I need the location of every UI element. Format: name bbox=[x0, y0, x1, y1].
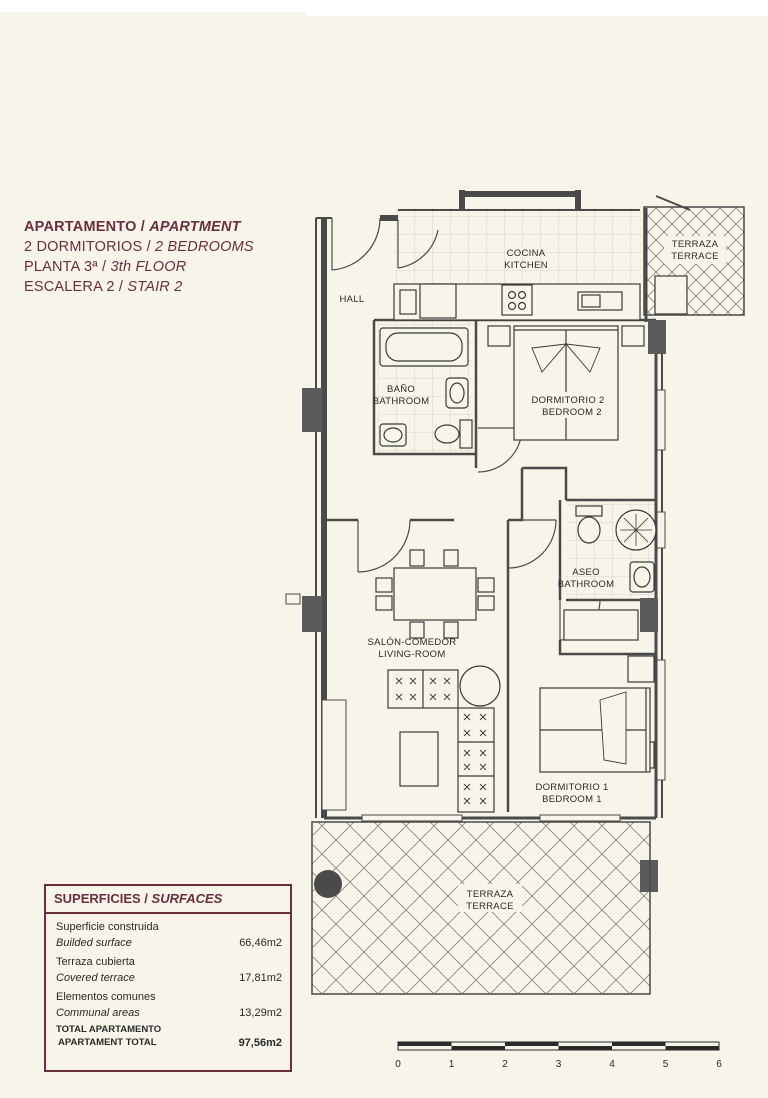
stair-number-en: STAIR 2 bbox=[127, 279, 183, 295]
surfaces-title bbox=[46, 886, 290, 914]
bedroom-1-label-es: DORMITORIO 1 bbox=[535, 782, 609, 793]
bedroom-count-es: 2 DORMITORIOS / bbox=[24, 239, 151, 255]
apartment-type-en: APARTMENT bbox=[149, 219, 241, 235]
surface-row-built bbox=[56, 920, 282, 955]
surface-label-es: Terraza cubierta bbox=[56, 956, 135, 968]
surfaces-title-en: SURFACES bbox=[151, 891, 223, 906]
hall-label: HALL bbox=[339, 294, 365, 305]
bottom-terrace-label-en: TERRACE bbox=[466, 901, 514, 912]
stair-number-es: ESCALERA 2 / bbox=[24, 279, 124, 295]
scale-bar-segment bbox=[452, 1046, 506, 1050]
surface-row-terrace bbox=[56, 955, 282, 990]
bathroom-label-en: BATHROOM bbox=[372, 396, 430, 407]
surface-row-communal bbox=[56, 990, 282, 1025]
bedroom-count-en: 2 BEDROOMS bbox=[155, 239, 254, 255]
kitchen-label-en: KITCHEN bbox=[504, 260, 548, 271]
scale-bar-segment bbox=[398, 1042, 452, 1046]
scale-bar-segment bbox=[505, 1042, 559, 1046]
scale-bar-segment bbox=[559, 1046, 613, 1050]
aseo-label-es: ASEO bbox=[572, 567, 600, 578]
living-room-label-en: LIVING-ROOM bbox=[378, 649, 446, 660]
surface-label-en: Communal areas bbox=[56, 1007, 140, 1019]
downpipe-column bbox=[314, 870, 342, 898]
scale-tick-label: 6 bbox=[716, 1059, 722, 1070]
bedroom-1-furniture bbox=[540, 610, 654, 772]
scale-tick-label: 5 bbox=[662, 1059, 669, 1070]
scale-bar-segment bbox=[612, 1042, 666, 1046]
surfaces-table bbox=[44, 884, 292, 1072]
floor-number-en: 3th FLOOR bbox=[110, 259, 187, 275]
top-terrace-label-es: TERRAZA bbox=[671, 239, 719, 250]
kitchen-label-es: COCINA bbox=[506, 248, 546, 259]
surface-total-value: 97,56m2 bbox=[238, 1037, 282, 1049]
surfaces-title-es: SUPERFICIES / bbox=[54, 891, 148, 906]
scale-bar bbox=[396, 1040, 728, 1076]
surface-value: 66,46m2 bbox=[239, 937, 282, 949]
bottom-terrace-label-es: TERRAZA bbox=[466, 889, 514, 900]
surface-total-label-en: APARTAMENT TOTAL bbox=[58, 1037, 157, 1048]
surface-label-en: Builded surface bbox=[56, 937, 132, 949]
top-terrace-label-en: TERRACE bbox=[671, 251, 719, 262]
surface-label-es: Superficie construida bbox=[56, 921, 159, 933]
surface-total-label-es: TOTAL APARTAMENTO bbox=[56, 1024, 162, 1035]
living-room-furniture bbox=[376, 550, 500, 812]
scale-tick-label: 2 bbox=[502, 1059, 508, 1070]
scale-bar-ticks bbox=[395, 1059, 722, 1070]
surface-label-en: Covered terrace bbox=[56, 972, 135, 984]
living-room-label-es: SALÓN-COMEDOR bbox=[367, 637, 457, 648]
bedroom-1-label-en: BEDROOM 1 bbox=[542, 794, 602, 805]
scale-bar-segment bbox=[666, 1046, 720, 1050]
scale-tick-label: 4 bbox=[609, 1059, 615, 1070]
scale-bar-segments bbox=[398, 1042, 719, 1050]
scale-tick-label: 0 bbox=[395, 1059, 401, 1070]
bedroom-2-label-en: BEDROOM 2 bbox=[542, 407, 602, 418]
scale-tick-label: 1 bbox=[448, 1059, 455, 1070]
surface-total bbox=[56, 1023, 282, 1050]
floor-number-es: PLANTA 3ª / bbox=[24, 259, 107, 275]
surfaces-rows bbox=[46, 914, 290, 1050]
bedroom-2-furniture bbox=[488, 326, 644, 440]
surface-label-es: Elementos comunes bbox=[56, 991, 156, 1003]
scale-tick-label: 3 bbox=[555, 1059, 562, 1070]
aseo-label-en: BATHROOM bbox=[557, 579, 615, 590]
surface-value: 13,29m2 bbox=[239, 1007, 282, 1019]
surface-value: 17,81m2 bbox=[239, 972, 282, 984]
bathroom-label-es: BAÑO bbox=[386, 384, 416, 395]
bedroom-2-label-es: DORMITORIO 2 bbox=[531, 395, 605, 406]
apartment-type-es: APARTAMENTO / bbox=[24, 219, 146, 235]
